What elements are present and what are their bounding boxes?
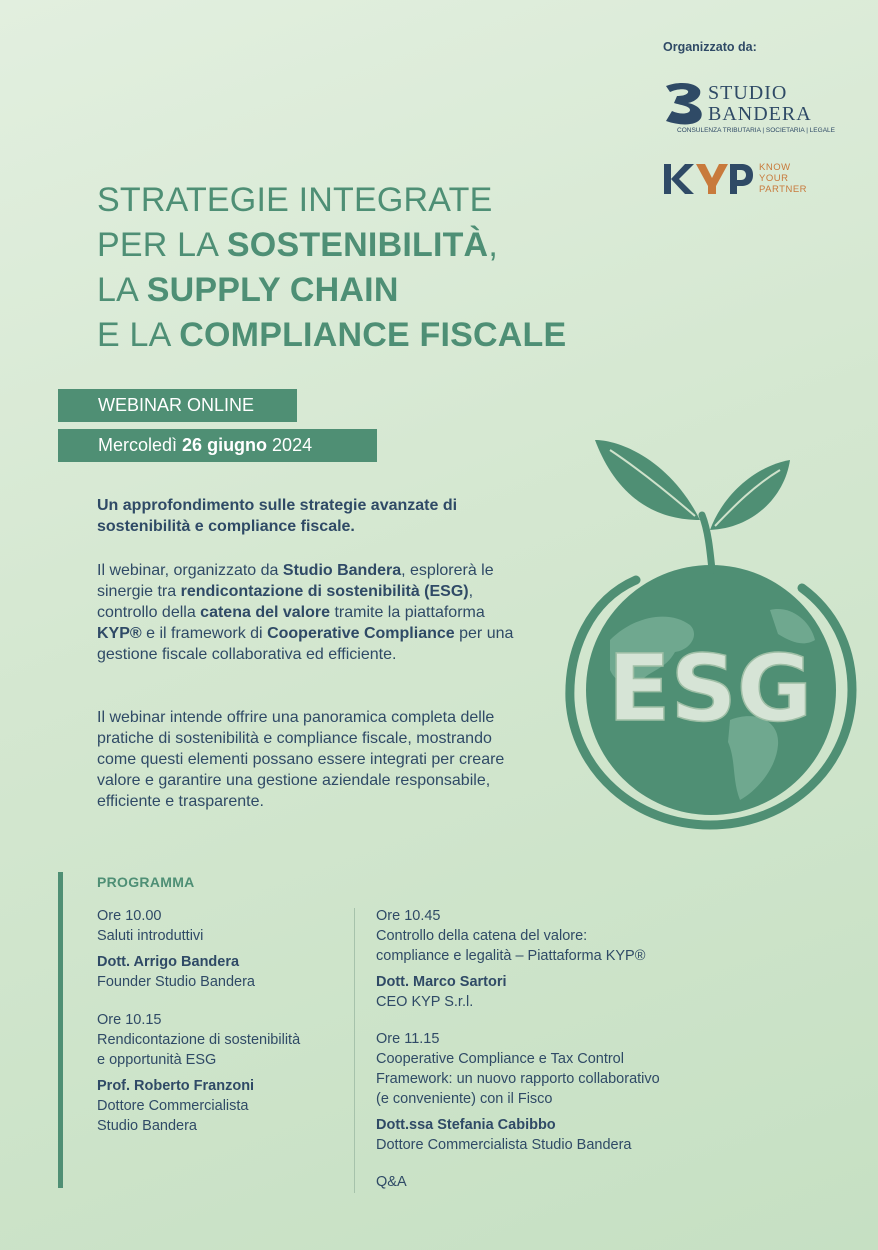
webinar-type-banner: WEBINAR ONLINE — [58, 389, 297, 422]
organizer-label: Organizzato da: — [663, 40, 757, 54]
kyp-tagline — [759, 162, 807, 195]
item-role: Dottore Commercialista Studio Bandera — [376, 1137, 632, 1153]
program-item-right-2 — [376, 1029, 736, 1155]
item-title-l2: compliance e legalità – Piattaforma KYP® — [376, 948, 646, 964]
title-line-3-pre: LA — [97, 271, 147, 309]
title-line-2-post: , — [488, 226, 498, 264]
program-divider — [354, 908, 355, 1193]
kyp-tag-line-1: KNOW — [759, 162, 791, 173]
item-role-l1: Dottore Commercialista — [97, 1098, 249, 1114]
kyp-tag-line-3: PARTNER — [759, 184, 808, 195]
page-title — [97, 178, 566, 358]
date-bold: 26 giugno — [182, 435, 268, 455]
program-item-left-1 — [97, 906, 347, 992]
esg-label: ESG — [607, 635, 813, 742]
item-time: Ore 10.15 — [97, 1012, 162, 1028]
item-title-l2: e opportunità ESG — [97, 1052, 217, 1068]
studio-bandera-tagline: CONSULENZA TRIBUTARIA | SOCIETARIA | LEGALE — [677, 127, 835, 134]
item-time: Ore 10.00 — [97, 908, 162, 924]
intro-text: Un approfondimento sulle strategie avanzate di sostenibilità e compliance fiscale. — [97, 497, 458, 535]
date-post: 2024 — [267, 435, 313, 455]
item-title-l1: Cooperative Compliance e Tax Control — [376, 1051, 624, 1067]
title-line-4-bold: COMPLIANCE FISCALE — [179, 316, 567, 354]
title-line-4-pre: E LA — [97, 316, 180, 354]
item-time: Ore 11.15 — [376, 1031, 440, 1047]
esg-globe-icon — [540, 420, 878, 840]
program-heading: PROGRAMMA — [97, 874, 195, 890]
title-line-2-pre: PER LA — [97, 226, 227, 264]
p1-b5: Cooperative Compliance — [267, 625, 455, 642]
description-paragraph-1 — [97, 560, 517, 665]
item-title-l3: (e conveniente) con il Fisco — [376, 1091, 553, 1107]
p1-t6: per una gestione fiscale collaborativa ed efficiente. — [97, 625, 514, 663]
item-title: Saluti introduttivi — [97, 928, 204, 944]
p1-b1: Studio Bandera — [282, 562, 402, 579]
p1-b2: rendicontazione di sostenibilità (ESG) — [180, 583, 469, 600]
p1-b4: KYP® — [97, 625, 142, 642]
item-role: CEO KYP S.r.l. — [376, 994, 474, 1010]
title-line-1: STRATEGIE INTEGRATE — [97, 181, 493, 219]
p1-t5: e il framework di — [141, 625, 268, 642]
studio-bandera-word-1: STUDIO — [708, 82, 788, 104]
date-pre: Mercoledì — [98, 435, 183, 455]
item-speaker: Dott. Arrigo Bandera — [97, 954, 240, 970]
item-speaker: Dott.ssa Stefania Cabibbo — [376, 1117, 556, 1133]
item-title-l1: Rendicontazione di sostenibilità — [97, 1032, 301, 1048]
item-speaker: Dott. Marco Sartori — [376, 974, 507, 990]
title-line-2 — [97, 223, 566, 268]
title-line-4 — [97, 313, 566, 358]
program-item-right-1 — [376, 906, 736, 1012]
program-item-left-2 — [97, 1010, 347, 1136]
title-line-3-bold: SUPPLY CHAIN — [146, 271, 399, 309]
program-qa: Q&A — [376, 1174, 407, 1190]
item-role-l2: Studio Bandera — [97, 1118, 197, 1134]
title-line-3 — [97, 268, 566, 313]
p1-t3: , controllo della — [97, 583, 474, 621]
p1-t4: tramite la piattaforma — [330, 604, 485, 621]
item-role: Founder Studio Bandera — [97, 974, 255, 990]
title-line-2-bold: SOSTENIBILITÀ — [226, 226, 489, 264]
program-accent-bar — [58, 872, 63, 1188]
p1-b3: catena del valore — [200, 604, 331, 621]
kyp-tag-line-2: YOUR — [759, 173, 789, 184]
description-paragraph-2: Il webinar intende offrire una panoramica completa delle pratiche di sostenibilità e compliance fiscale, mostrando come questi elementi possano essere integrati per creare valore e garantire una gestione aziendale responsabile, efficiente e trasparente. — [97, 709, 505, 810]
item-title-l2: Framework: un nuovo rapporto collaborativo — [376, 1071, 660, 1087]
item-time: Ore 10.45 — [376, 908, 441, 924]
p1-t1: Il webinar, organizzato da — [97, 562, 283, 579]
item-title-l1: Controllo della catena del valore: — [376, 928, 588, 944]
studio-bandera-word-2: BANDERA — [708, 103, 812, 125]
item-speaker: Prof. Roberto Franzoni — [97, 1078, 255, 1094]
p1-t2: , esplorerà le sinergie tra — [97, 562, 494, 600]
date-banner — [58, 429, 377, 462]
